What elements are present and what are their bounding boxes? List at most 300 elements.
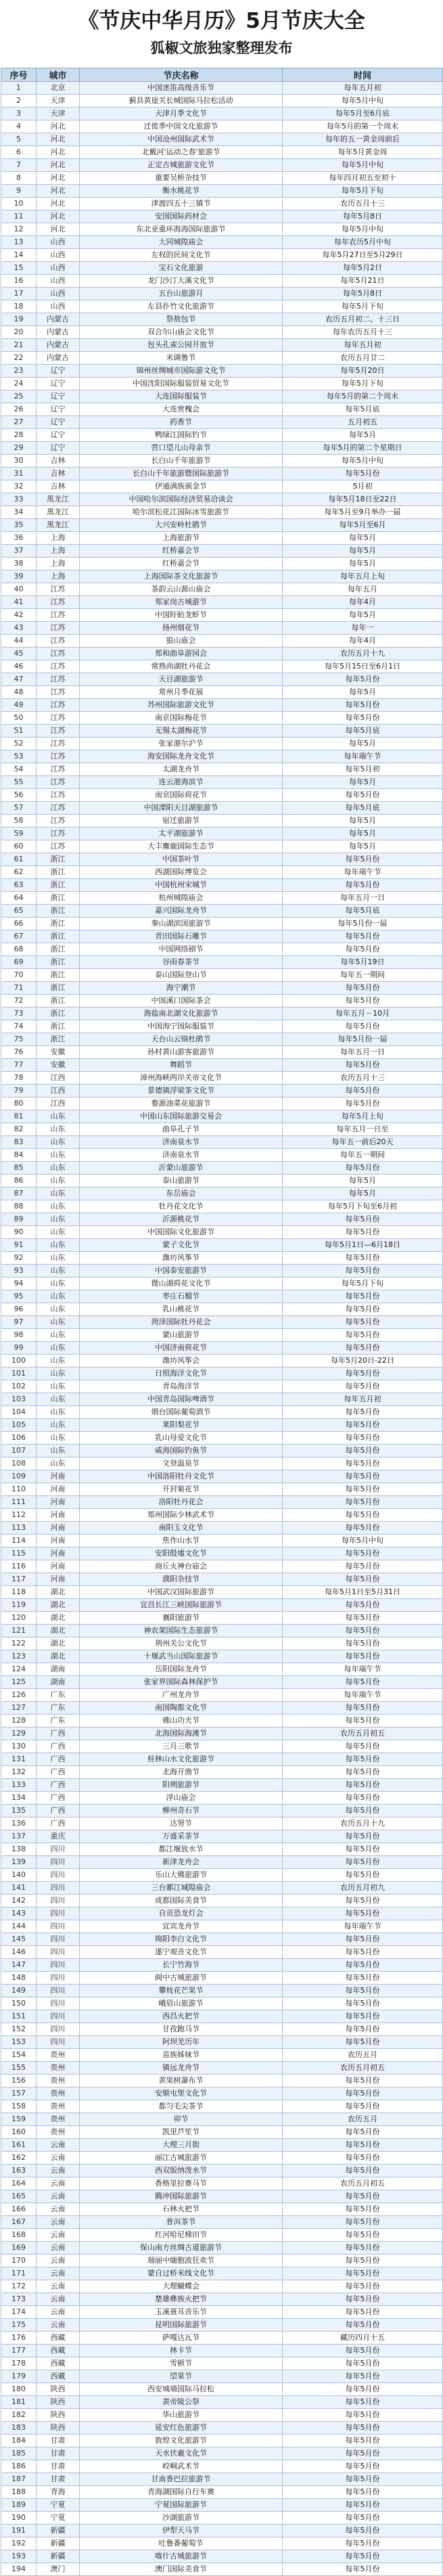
cell-city: 广东 <box>37 1689 80 1702</box>
cell-city: 河南 <box>37 1509 80 1522</box>
cell-time: 每年5月份 <box>283 1933 443 1946</box>
cell-festival: 杭州城隍庙会 <box>80 892 283 905</box>
cell-festival: 新津龙舟会 <box>80 1856 283 1869</box>
cell-festival: 常熟尚湖牡丹花会 <box>80 660 283 673</box>
cell-index: 84 <box>1 1149 37 1162</box>
cell-time: 每年5月份 <box>283 2242 443 2255</box>
table-row <box>1 198 443 210</box>
cell-city: 山东 <box>37 1123 80 1136</box>
cell-festival: 峨眉山旅游节 <box>80 1997 283 2010</box>
cell-index: 85 <box>1 1162 37 1175</box>
table-row <box>1 892 443 905</box>
cell-festival: 营口望儿山母亲节 <box>80 442 283 455</box>
cell-time: 农历五月十三 <box>283 198 443 210</box>
table-row <box>1 1008 443 1020</box>
table-row <box>1 2165 443 2177</box>
cell-index: 2 <box>1 95 37 108</box>
cell-city: 辽宁 <box>37 378 80 390</box>
cell-index: 46 <box>1 660 37 673</box>
cell-time: 每年5月份 <box>283 2499 443 2512</box>
cell-city: 江苏 <box>37 583 80 596</box>
table-row <box>1 313 443 326</box>
table-row <box>1 532 443 545</box>
cell-festival: 中国溧阳天目湖旅游节 <box>80 802 283 815</box>
cell-city: 江苏 <box>37 725 80 738</box>
cell-index: 149 <box>1 1985 37 1997</box>
cell-time: 每年5月份 <box>283 1419 443 1432</box>
cell-index: 90 <box>1 1226 37 1239</box>
cell-city: 浙江 <box>37 866 80 879</box>
cell-time: 每年5月2日 <box>283 262 443 275</box>
cell-index: 194 <box>1 2563 37 2576</box>
cell-index: 34 <box>1 506 37 519</box>
cell-city: 湖北 <box>37 1612 80 1625</box>
cell-index: 72 <box>1 995 37 1008</box>
cell-festival: 敦煌文化旅游节 <box>80 2435 283 2447</box>
cell-time: 每年5月份 <box>283 2435 443 2447</box>
cell-city: 湖北 <box>37 1625 80 1637</box>
table-row <box>1 2113 443 2126</box>
cell-city: 四川 <box>37 2010 80 2023</box>
cell-time: 每年5月份 <box>283 1753 443 1766</box>
cell-index: 43 <box>1 622 37 635</box>
cell-time: 每年5月份 <box>283 1265 443 1278</box>
cell-time: 每年五月一日至 <box>283 1123 443 1136</box>
table-row <box>1 583 443 596</box>
table-row <box>1 1856 443 1869</box>
table-row <box>1 352 443 365</box>
table-row <box>1 1625 443 1637</box>
cell-time: 每年五月初 <box>283 339 443 352</box>
cell-time: 农历五月初二、十三日 <box>283 313 443 326</box>
cell-index: 17 <box>1 288 37 300</box>
table-row <box>1 2319 443 2332</box>
cell-time: 每年5月份 <box>283 2473 443 2486</box>
cell-index: 76 <box>1 1046 37 1059</box>
table-row <box>1 1676 443 1689</box>
cell-festival: 天津月季文化节 <box>80 108 283 120</box>
cell-time: 每年5月份 <box>283 1766 443 1779</box>
cell-festival: 十堰武当山国际旅游节 <box>80 1650 283 1663</box>
cell-festival: 衡水桃花节 <box>80 185 283 198</box>
cell-time: 每年5月下旬 <box>283 300 443 313</box>
cell-city: 江苏 <box>37 660 80 673</box>
table-row <box>1 2087 443 2100</box>
cell-city: 湖北 <box>37 1586 80 1599</box>
cell-index: 113 <box>1 1522 37 1535</box>
cell-festival: 濮阳杂技节 <box>80 1573 283 1586</box>
cell-index: 47 <box>1 673 37 686</box>
cell-city: 辽宁 <box>37 403 80 416</box>
table-row <box>1 480 443 493</box>
cell-city: 四川 <box>37 1920 80 1933</box>
cell-time: 每年5月份 <box>283 1226 443 1239</box>
cell-festival: 红桥嘉会节 <box>80 545 283 558</box>
cell-time: 每年5月份 <box>283 1650 443 1663</box>
cell-festival: 南国陶都文化节 <box>80 1702 283 1715</box>
cell-festival: 神农架国际生态旅游节 <box>80 1625 283 1637</box>
cell-time: 每年5月份 <box>283 699 443 712</box>
cell-city: 辽宁 <box>37 442 80 455</box>
cell-time: 每年5月底 <box>283 802 443 815</box>
table-row <box>1 1110 443 1123</box>
cell-festival: 三台郪江城隍庙会 <box>80 1882 283 1895</box>
table-row <box>1 506 443 519</box>
cell-city: 广西 <box>37 1779 80 1792</box>
cell-festival: 海盐南北湖文化旅游节 <box>80 1008 283 1020</box>
cell-festival: 商丘火神台庙会 <box>80 1560 283 1573</box>
cell-city: 浙江 <box>37 956 80 969</box>
cell-index: 161 <box>1 2139 37 2152</box>
table-row <box>1 2460 443 2473</box>
table-row <box>1 660 443 673</box>
cell-city: 北京 <box>37 82 80 95</box>
cell-time: 每年5月份 <box>283 2422 443 2435</box>
cell-index: 129 <box>1 1727 37 1740</box>
cell-city: 山东 <box>37 1175 80 1188</box>
cell-city: 云南 <box>37 2177 80 2190</box>
cell-index: 191 <box>1 2525 37 2537</box>
cell-time: 每年端午节 <box>283 750 443 763</box>
cell-city: 甘肃 <box>37 2460 80 2473</box>
cell-time: 每年5月份 <box>283 789 443 802</box>
cell-city: 浙江 <box>37 879 80 892</box>
cell-festival: 安顺屯堡文化节 <box>80 2087 283 2100</box>
cell-index: 80 <box>1 1098 37 1110</box>
table-row <box>1 635 443 648</box>
cell-time: 每年5月份 <box>283 1676 443 1689</box>
cell-festival: 津渡四五十三镇节 <box>80 198 283 210</box>
cell-index: 145 <box>1 1933 37 1946</box>
cell-index: 116 <box>1 1560 37 1573</box>
cell-index: 53 <box>1 750 37 763</box>
cell-festival: 石林火把节 <box>80 2203 283 2216</box>
table-row <box>1 1046 443 1059</box>
cell-city: 江苏 <box>37 840 80 853</box>
cell-index: 42 <box>1 609 37 622</box>
cell-time: 每年5月初 <box>283 763 443 776</box>
cell-time: 每年5月份 <box>283 1869 443 1882</box>
table-row <box>1 2499 443 2512</box>
table-row <box>1 2550 443 2563</box>
table-row <box>1 943 443 956</box>
table-row <box>1 738 443 750</box>
table-row <box>1 390 443 403</box>
cell-index: 184 <box>1 2435 37 2447</box>
cell-festival: 上海旅游节 <box>80 532 283 545</box>
cell-time: 每年5月 <box>283 609 443 622</box>
cell-festival: 延安红色旅游节 <box>80 2422 283 2435</box>
cell-index: 176 <box>1 2332 37 2345</box>
table-row <box>1 1380 443 1393</box>
cell-festival: 婺源油菜花旅游节 <box>80 1098 283 1110</box>
cell-time: 每年5月份 <box>283 1406 443 1419</box>
cell-city: 山东 <box>37 1303 80 1316</box>
table-row <box>1 2049 443 2062</box>
cell-city: 山东 <box>37 1226 80 1239</box>
cell-festival: 菏泽国际牡丹花会 <box>80 1316 283 1329</box>
cell-festival: 五台山旅游月 <box>80 288 283 300</box>
cell-index: 40 <box>1 583 37 596</box>
cell-festival: 黄果树瀑布节 <box>80 2075 283 2087</box>
cell-festival: 沙湖旅游节 <box>80 2512 283 2525</box>
table-row <box>1 1573 443 1586</box>
table-row <box>1 712 443 725</box>
table-row <box>1 1445 443 1458</box>
cell-time: 每年端午节 <box>283 1663 443 1676</box>
cell-festival: 红河哈尼梯田节 <box>80 2229 283 2242</box>
cell-time: 每年5月 <box>283 1188 443 1200</box>
table-row <box>1 1355 443 1368</box>
cell-time: 每年5月份 <box>283 2563 443 2576</box>
table-row <box>1 210 443 223</box>
table-row <box>1 1843 443 1856</box>
cell-city: 浙江 <box>37 918 80 930</box>
table-row <box>1 2267 443 2280</box>
table-row <box>1 2036 443 2049</box>
cell-index: 124 <box>1 1663 37 1676</box>
cell-festival: 遂宁观音文化节 <box>80 1946 283 1959</box>
cell-index: 33 <box>1 493 37 506</box>
cell-index: 156 <box>1 2075 37 2087</box>
cell-time: 每年4月 <box>283 596 443 609</box>
cell-index: 167 <box>1 2216 37 2229</box>
cell-city: 山东 <box>37 1419 80 1432</box>
cell-city: 山西 <box>37 236 80 249</box>
cell-index: 189 <box>1 2499 37 2512</box>
cell-index: 126 <box>1 1689 37 1702</box>
cell-festival: 阿坝羌历年 <box>80 2036 283 2049</box>
cell-festival: 无锡太湖梅花节 <box>80 725 283 738</box>
cell-city: 湖北 <box>37 1650 80 1663</box>
table-row <box>1 2075 443 2087</box>
cell-time: 每年5月 <box>283 828 443 840</box>
cell-festival: 青田国际石雕节 <box>80 930 283 943</box>
cell-city: 河南 <box>37 1470 80 1483</box>
table-row <box>1 2293 443 2306</box>
cell-index: 99 <box>1 1342 37 1355</box>
cell-city: 山东 <box>37 1149 80 1162</box>
table-row <box>1 326 443 339</box>
cell-city: 山东 <box>37 1329 80 1342</box>
cell-festival: 洛阳牡丹花会 <box>80 1496 283 1509</box>
column-header-city: 城市 <box>37 68 80 82</box>
cell-index: 190 <box>1 2512 37 2525</box>
cell-city: 山东 <box>37 1458 80 1470</box>
cell-time: 农历五月 <box>283 2113 443 2126</box>
cell-festival: 潍坊风筝会 <box>80 1355 283 1368</box>
cell-festival: 双合尔山庙会文化节 <box>80 326 283 339</box>
cell-city: 河北 <box>37 120 80 133</box>
cell-time: 5月初 <box>283 480 443 493</box>
table-row <box>1 403 443 416</box>
cell-time: 每年5月份 <box>283 1445 443 1458</box>
table-row <box>1 1252 443 1265</box>
cell-time: 每年5月份 <box>283 1342 443 1355</box>
cell-city: 吉林 <box>37 480 80 493</box>
cell-index: 62 <box>1 866 37 879</box>
cell-city: 辽宁 <box>37 390 80 403</box>
table-row <box>1 1779 443 1792</box>
cell-festival: 郑和曲阜游园会 <box>80 648 283 660</box>
cell-city: 云南 <box>37 2190 80 2203</box>
cell-city: 内蒙古 <box>37 339 80 352</box>
table-row <box>1 2512 443 2525</box>
table-row <box>1 1278 443 1290</box>
cell-time: 每年5月份 <box>283 2306 443 2319</box>
cell-index: 150 <box>1 1997 37 2010</box>
table-row <box>1 1715 443 1727</box>
table-row <box>1 1663 443 1676</box>
cell-festival: 天目湖旅游节 <box>80 673 283 686</box>
table-row <box>1 120 443 133</box>
cell-city: 河南 <box>37 1547 80 1560</box>
table-row <box>1 648 443 660</box>
cell-index: 141 <box>1 1882 37 1895</box>
cell-city: 山西 <box>37 288 80 300</box>
cell-city: 甘肃 <box>37 2473 80 2486</box>
cell-city: 内蒙古 <box>37 352 80 365</box>
cell-city: 黑龙江 <box>37 519 80 532</box>
cell-index: 45 <box>1 648 37 660</box>
cell-index: 111 <box>1 1496 37 1509</box>
cell-index: 28 <box>1 429 37 442</box>
table-row <box>1 1470 443 1483</box>
table-row <box>1 95 443 108</box>
cell-index: 36 <box>1 532 37 545</box>
cell-city: 山西 <box>37 275 80 288</box>
table-row <box>1 1985 443 1997</box>
cell-time: 每年5月份 <box>283 1303 443 1316</box>
cell-time: 每年5月份 <box>283 1599 443 1612</box>
table-row <box>1 1907 443 1920</box>
cell-city: 安徽 <box>37 1046 80 1059</box>
cell-festival: 大理蝴蝶会 <box>80 2280 283 2293</box>
cell-time: 农历五月十九 <box>283 648 443 660</box>
cell-time: 每年端午节 <box>283 1689 443 1702</box>
cell-festival: 北海开渔节 <box>80 1766 283 1779</box>
cell-index: 188 <box>1 2486 37 2499</box>
cell-index: 152 <box>1 2023 37 2036</box>
cell-city: 江西 <box>37 1098 80 1110</box>
cell-time: 每年5月份 <box>283 1432 443 1445</box>
cell-index: 32 <box>1 480 37 493</box>
cell-time: 每年5月 <box>283 429 443 442</box>
table-row <box>1 300 443 313</box>
cell-time: 每年5月8日 <box>283 288 443 300</box>
cell-index: 57 <box>1 802 37 815</box>
cell-index: 21 <box>1 339 37 352</box>
cell-festival: 瑞丽中缅胞波狂欢节 <box>80 2255 283 2267</box>
cell-festival: 中国迷笛高级音乐节 <box>80 82 283 95</box>
cell-time: 每年5月至6月底 <box>283 108 443 120</box>
cell-time: 每年5月份 <box>283 2396 443 2409</box>
cell-festival: 大丰麋鹿国际生态节 <box>80 840 283 853</box>
cell-time: 每年的五一黄金周前后 <box>283 133 443 146</box>
cell-index: 41 <box>1 596 37 609</box>
cell-festival: 中国国际文化旅游节 <box>80 1226 283 1239</box>
cell-city: 广西 <box>37 1740 80 1753</box>
cell-time: 每年5月份 <box>283 1162 443 1175</box>
cell-city: 河北 <box>37 210 80 223</box>
cell-index: 79 <box>1 1085 37 1098</box>
cell-index: 12 <box>1 223 37 236</box>
cell-index: 107 <box>1 1445 37 1458</box>
cell-city: 甘肃 <box>37 2447 80 2460</box>
cell-city: 山东 <box>37 1200 80 1213</box>
cell-festival: 上海国际茶文化旅游节 <box>80 570 283 583</box>
table-row <box>1 2537 443 2550</box>
cell-festival: 阆中古城旅游节 <box>80 1972 283 1985</box>
cell-time: 每年5月1日至5月31日 <box>283 1586 443 1599</box>
cell-time: 每年5月 <box>283 776 443 789</box>
cell-index: 38 <box>1 558 37 570</box>
cell-index: 154 <box>1 2049 37 2062</box>
cell-festival: 中国洛阳牡丹文化节 <box>80 1470 283 1483</box>
cell-time: 每年5月 <box>283 532 443 545</box>
cell-time: 每年5月份 <box>283 1740 443 1753</box>
cell-festival: 郑州国际少林武术节 <box>80 1509 283 1522</box>
cell-time: 每年四月初五至初十 <box>283 172 443 185</box>
cell-festival: 林卡节 <box>80 2345 283 2357</box>
cell-index: 128 <box>1 1715 37 1727</box>
table-row <box>1 262 443 275</box>
cell-index: 31 <box>1 468 37 480</box>
page-header <box>0 0 443 68</box>
cell-festival: 苗族姊妹节 <box>80 2049 283 2062</box>
cell-festival: 中国哈尔滨国际经济贸易洽谈会 <box>80 493 283 506</box>
cell-festival: 南京国际荷花节 <box>80 789 283 802</box>
table-row <box>1 596 443 609</box>
cell-festival: 海宁潮节 <box>80 982 283 995</box>
cell-festival: 龙门沙汀大溪文化节 <box>80 275 283 288</box>
cell-index: 160 <box>1 2126 37 2139</box>
cell-city: 云南 <box>37 2165 80 2177</box>
cell-index: 192 <box>1 2537 37 2550</box>
cell-time: 每年5月份 <box>283 1496 443 1509</box>
cell-city: 浙江 <box>37 892 80 905</box>
cell-index: 131 <box>1 1753 37 1766</box>
table-row <box>1 378 443 390</box>
cell-time: 每年5月份 <box>283 673 443 686</box>
cell-festival: 阳朔旅游节 <box>80 1779 283 1792</box>
cell-index: 172 <box>1 2280 37 2293</box>
cell-city: 山西 <box>37 300 80 313</box>
cell-festival: 东北亚重环海海国际旅游节 <box>80 223 283 236</box>
cell-time: 每年5月份 <box>283 1895 443 1907</box>
cell-index: 174 <box>1 2306 37 2319</box>
cell-time: 每年5月份 <box>283 1856 443 1869</box>
cell-festival: 文登温泉节 <box>80 1458 283 1470</box>
table-row <box>1 558 443 570</box>
cell-city: 山西 <box>37 262 80 275</box>
table-row <box>1 1085 443 1098</box>
cell-time: 每年5月份 <box>283 2280 443 2293</box>
cell-city: 吉林 <box>37 455 80 468</box>
table-row <box>1 1316 443 1329</box>
cell-festival: 楚雄彝族火把节 <box>80 2293 283 2306</box>
table-row <box>1 2100 443 2113</box>
cell-festival: 中国山东国际旅游交易会 <box>80 1110 283 1123</box>
table-row <box>1 2255 443 2267</box>
cell-city: 四川 <box>37 1959 80 1972</box>
cell-index: 146 <box>1 1946 37 1959</box>
cell-time: 每年5月份 <box>283 1020 443 1033</box>
cell-index: 83 <box>1 1136 37 1149</box>
cell-festival: 万盛采茶节 <box>80 1830 283 1843</box>
cell-city: 河北 <box>37 133 80 146</box>
cell-time: 每年5月 <box>283 558 443 570</box>
